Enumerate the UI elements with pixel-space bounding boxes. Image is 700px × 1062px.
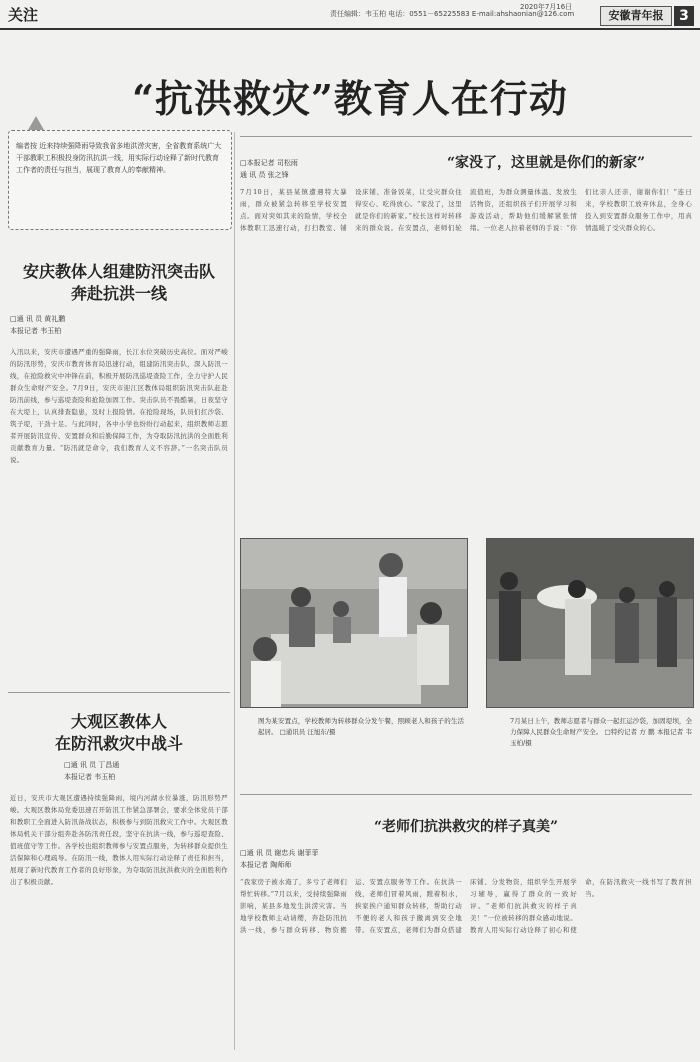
article-title-line1: 安庆教体人组建防汛突击队	[22, 262, 215, 281]
publication-date: 2020年7月16日	[520, 3, 573, 11]
article-body: “我家房子被水淹了，多亏了老师们帮忙转移。”7月以来，受持续强降雨影响，某县多地发生洪涝灾害。当地学校教师主动请缨，奔赴防汛抗洪一线，参与群众转移、物资搬运、安置点服务等工作。在抗洪一线，老师们冒着风雨，蹚着积水，挨家挨户通知群众转移，帮助行动不便的老人和孩子撤离到安全地带。在安置点，老师们为群众搭建床铺、分发物资，组织学生开展学习辅导，赢得了群众的一致好评。“老师们抗洪救灾的样子真美！”一位被转移的群众感动地说。教育人用实际行动诠释了初心和使命，在防汛救灾一线书写了教育担当。	[240, 878, 692, 934]
column-divider	[234, 132, 235, 1050]
article-title-line2: 奔赴抗洪一线	[70, 284, 167, 303]
article-title-line2: 在防汛救灾中战斗	[54, 734, 183, 753]
editor-note: 编者按 近来持续强降雨导致我省多地洪涝灾害，全省教育系统广大干部教职工积极投身防汛抗洪一线，用实际行动诠释了新时代教育工作者的责任与担当，展现了教育人的奉献精神。	[16, 142, 222, 174]
article-byline: 本报记者 陶师师	[240, 861, 292, 869]
section-tag: 关注	[8, 6, 39, 24]
photo-meal-distribution	[240, 538, 468, 708]
article-title-line1: 大观区教体人	[70, 712, 167, 731]
page-title: “抗洪救灾”教育人在行动	[132, 76, 568, 121]
divider	[240, 794, 692, 795]
divider	[8, 692, 230, 693]
newspaper-name: 安徽青年报	[600, 6, 672, 26]
article-body: 7月10日，某县某镇遭遇特大暴雨，群众被紧急转移至学校安置点。面对突如其来的险情，学校全体教职工迅速行动，打扫教室、铺设床铺、准备饭菜，让受灾群众住得安心、吃得放心。“家没了，这里就是你们的新家。”校长这样对转移来的群众说。在安置点，老师们轮流值班，为群众测量体温、发放生活物资，还组织孩子们开展学习和游戏活动，帮助他们缓解紧张情绪。一位老人拉着老师的手说：“你们比亲人还亲，谢谢你们！”连日来，学校教职工放弃休息，全身心投入到安置群众服务工作中，用真情温暖了受灾群众的心。	[240, 188, 692, 232]
article-title: “老师们抗洪救灾的样子真美”	[373, 819, 559, 835]
article-byline: 本报记者 韦玉柏	[64, 773, 116, 781]
article-byline: □通 讯 员 谢忠兵 谢菲菲	[240, 849, 319, 857]
photo-caption: 7月某日上午，教师志愿者与群众一起扛运沙袋，加固堤坝，全力保障人民群众生命财产安全。 □特约记者 方 鹏 本报记者 韦玉柏/摄	[510, 717, 692, 747]
photo-caption: 图为某安置点，学校教师为转移群众分发午餐，照顾老人和孩子的生活起居。 □通讯员 汪旭东/摄	[258, 717, 464, 736]
page-number: 3	[674, 6, 694, 26]
article-title: “家没了，这里就是你们的新家”	[446, 155, 646, 171]
article-byline: □本报记者 司松雨	[240, 159, 298, 167]
article-body: 入汛以来，安庆市遭遇严重的强降雨，长江水位突破历史高位。面对严峻的防汛形势，安庆市教育体育局迅速行动，组建防汛突击队，深入防汛一线，在抢险救灾中冲锋在前，积极开展防汛巡堤查险工作，全力守护人民群众生命财产安全。7月9日，安庆市迎江区教体局组织防汛突击队赶赴防汛前线，参与巡堤查险和抢险加固工作。突击队员不畏酷暑，日夜坚守在大堤上，认真排查隐患，及时上报险情。在抢险现场，队员们扛沙袋、筑子堤，干劲十足。与此同时，各中小学也纷纷行动起来，组织教师志愿者开展防汛宣传、安置群众和后勤保障工作，为夺取防汛抗洪的全面胜利贡献教育力量。“防汛就是命令，我们教育人义不容辞。”一名突击队员说。	[10, 348, 228, 464]
article-body: 近日，安庆市大观区遭遇持续强降雨，境内河湖水位暴涨，防汛形势严峻。大观区教体局党委迅速召开防汛工作紧急部署会，要求全体党员干部和教职工全面进入防汛备战状态，积极参与到防汛救灾工作中。大观区教体局机关干部分组奔赴各防汛责任段，坚守在抗洪一线，参与巡堤查险、值班值守等工作。各学校也组织教师参与安置点服务，为转移群众提供生活保障和心理疏导。在防汛一线，教体人用实际行动诠释了责任和担当，展现了新时代教育工作者的良好形象，为夺取防汛抗洪救灾的全面胜利作出了积极贡献。	[10, 794, 228, 886]
article-byline: 通 讯 员 张之锋	[240, 171, 289, 179]
photo-illustration	[487, 539, 693, 707]
photo-illustration	[241, 539, 467, 707]
photo-sandbag-carrying	[486, 538, 694, 708]
divider	[240, 136, 692, 137]
speech-bubble-tail	[28, 116, 44, 130]
editor-contact: 责任编辑：韦玉柏 电话：0551－65225583 E-mail:ahshaonian@126.com	[330, 10, 575, 18]
article-byline: □通 讯 员 丁昌通	[64, 761, 120, 769]
article-byline: □通 讯 员 黄礼鹏	[10, 315, 66, 323]
article-byline: 本报记者 韦玉柏	[10, 327, 62, 335]
